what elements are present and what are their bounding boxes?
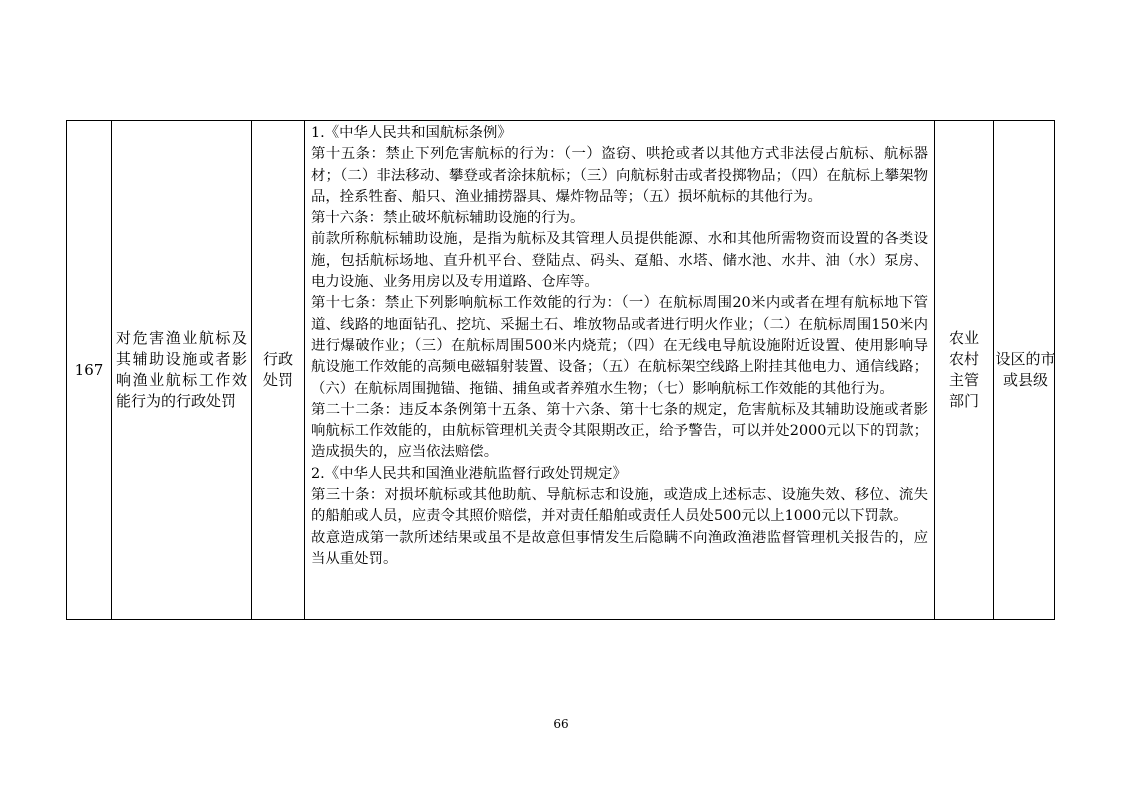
enforcement-level: 设区的市或县级: [995, 350, 1056, 389]
department-cell: [935, 121, 994, 620]
penalty-table: [66, 120, 1055, 620]
department: 农业农村主管部门: [948, 329, 979, 410]
row-number: 167: [67, 121, 112, 620]
item-name: 对危害渔业航标及其辅助设施或者影响渔业航标工作效能行为的行政处罚: [112, 121, 252, 620]
table-row: [67, 121, 1055, 620]
legal-basis: [305, 121, 935, 620]
item-type-cell: [252, 121, 305, 620]
basis-paragraph: 第十七条：禁止下列影响航标工作效能的行为：（一）在航标周围20米内或者在埋有航标地下管道、线路的地面钻孔、挖坑、采掘土石、堆放物品或者进行明火作业；（二）在航标周围150米内进行爆破作业；（三）在航标周围500米内烧荒；（四）在无线电导航设施附近设置、使用影响导航设施工作效能的高频电磁辐射装置、设备；（五）在航标架空线路上附挂其他电力、通信线路；（六）在航标周围抛锚、拖锚、捕鱼或者养殖水生物；（七）影响航标工作效能的其他行为。: [311, 295, 928, 397]
basis-paragraph: 2.《中华人民共和国渔业港航监督行政处罚规定》: [311, 465, 627, 482]
item-type: 行政处罚: [262, 350, 293, 389]
page-number: 66: [553, 717, 569, 731]
basis-paragraph: 前款所称航标辅助设施，是指为航标及其管理人员提供能源、水和其他所需物资而设置的各类设施，包括航标场地、直升机平台、登陆点、码头、趸船、水塔、储水池、水井、油（水）泵房、电力设施、业务用房以及专用道路、仓库等。: [311, 231, 928, 291]
basis-paragraph: 第十五条：禁止下列危害航标的行为：（一）盗窃、哄抢或者以其他方式非法侵占航标、航标器材；（二）非法移动、攀登或者涂抹航标；（三）向航标射击或者投掷物品；（四）在航标上攀架物品，拴系牲畜、船只、渔业捕捞器具、爆炸物品等；（五）损坏航标的其他行为。: [311, 146, 928, 205]
basis-paragraph: 第十六条：禁止破坏航标辅助设施的行为。: [311, 210, 585, 227]
basis-paragraph: 1.《中华人民共和国航标条例》: [311, 125, 512, 141]
level-cell: [994, 121, 1055, 620]
basis-paragraph: 故意造成第一款所述结果或虽不是故意但事情发生后隐瞒不向渔政渔港监督管理机关报告的，应当从重处罚。: [311, 529, 928, 567]
basis-paragraph: 第二十二条：违反本条例第十五条、第十六条、第十七条的规定，危害航标及其辅助设施或者影响航标工作效能的，由航标管理机关责令其限期改正，给予警告，可以并处2000元以下的罚款；造成损失的，应当依法赔偿。: [311, 401, 928, 461]
basis-paragraph: 第三十条：对损坏航标或其他助航、导航标志和设施，或造成上述标志、设施失效、移位、流失的船舶或人员，应责令其照价赔偿，并对责任船舶或责任人员处500元以上1000元以下罚款。: [311, 487, 928, 525]
